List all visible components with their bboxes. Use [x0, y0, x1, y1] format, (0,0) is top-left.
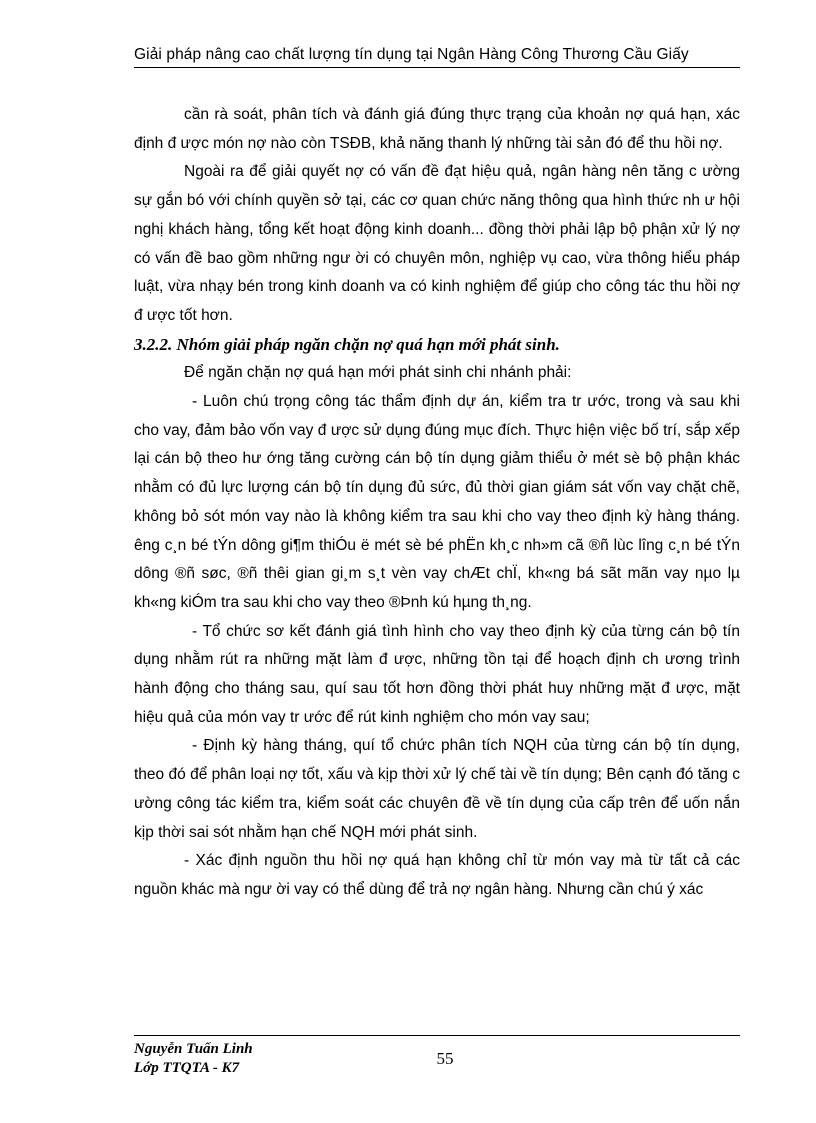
page-number: 55: [436, 1049, 454, 1068]
header-rule: [134, 67, 740, 68]
paragraph-5: - Tổ chức sơ kết đánh giá tình hình cho vay theo định kỳ của từng cán bộ tín dụng nhằm rút ra những mặt làm đ ược, những tồn tại để hoạch định ch ương trình hành động cho tháng sau, quí sau tốt hơn đồng thời phát huy những mặt đ ược, mặt hiệu quả của món vay tr ước để rút kinh nghiệm cho món vay sau;: [134, 622, 740, 726]
paragraph-1: cần rà soát, phân tích và đánh giá đúng thực trạng của khoản nợ quá hạn, xác định đ ược món nợ nào còn TSĐB, khả năng thanh lý những tài sản đó để thu hồi nợ.: [134, 106, 740, 152]
section-heading: 3.2.2. Nhóm giải pháp ngăn chặn nợ quá hạn mới phát sinh.: [134, 334, 560, 354]
footer-rule: [134, 1035, 740, 1036]
author-name: Nguyễn Tuấn Linh: [134, 1041, 253, 1057]
paragraph-7: - Xác định nguồn thu hồi nợ quá hạn không chỉ từ món vay mà từ tất cả các nguồn khác mà ngư ời vay có thể dùng để trả nợ ngân hàng. Nhưng cần chú ý xác: [134, 852, 740, 898]
paragraph-2: Ngoài ra để giải quyết nợ có vấn đề đạt hiệu quả, ngân hàng nên tăng c ường sự gắn bó với chính quyền sở tại, các cơ quan chức năng thông qua hình thức nh ư hội nghị khách hàng, tổng kết hoạt động kinh doanh... đồng thời phải lập bộ phận xử lý nợ có vấn đề bao gồm những ngư ời có chuyên môn, nghiệp vụ cao, vừa thông hiểu pháp luật, vừa nhạy bén trong kinh doanh va có kinh nghiệm để giúp cho công tác thu hồi nợ đ ược tốt hơn.: [134, 163, 740, 324]
running-header: Giải pháp nâng cao chất lượng tín dụng tại Ngân Hàng Công Thương Cầu Giấy: [134, 46, 689, 63]
paragraph-6: - Định kỳ hàng tháng, quí tổ chức phân tích NQH của từng cán bộ tín dụng, theo đó để phân loại nợ tốt, xấu và kịp thời xử lý chế tài về tín dụng; Bên cạnh đó tăng c ường công tác kiểm tra, kiểm soát các chuyên đề về tín dụng của cấp trên để uốn nắn kịp thời sai sót nhằm hạn chế NQH mới phát sinh.: [134, 737, 740, 841]
author-block: [134, 1040, 253, 1078]
paragraph-4: - Luôn chú trọng công tác thẩm định dự án, kiểm tra tr ước, trong và sau khi cho vay, đảm bảo vốn vay đ ược sử dụng đúng mục đích. Thực hiện việc bố trí, sắp xếp lại cán bộ theo hư ớng tăng cường cán bộ tín dụng giảm thiểu ở mét sè bộ phận khác nhằm có đủ lực lượng cán bộ tín dụng đủ sức, đủ thời gian giám sát vốn vay chặt chẽ, không bỏ sót món vay nào là không kiểm tra sau khi cho vay theo định kỳ hàng tháng. êng c¸n bé tÝn dông gi¶m thiÓu ë mét sè bé phËn kh¸c nh»m cã ®ñ lùc lîng c¸n bé tÝn dông ®ñ søc, ®ñ thêi gian gi¸m s¸t vèn vay chÆt chÏ, kh«ng bá sãt mãn vay nµo lµ kh«ng kiÓm tra sau khi cho vay theo ®Þnh kú hµng th¸ng.: [134, 393, 740, 611]
body-text: [134, 101, 740, 905]
paragraph-3: Để ngăn chặn nợ quá hạn mới phát sinh chi nhánh phải:: [184, 364, 572, 382]
author-class: Lớp TTQTA - K7: [134, 1060, 240, 1076]
